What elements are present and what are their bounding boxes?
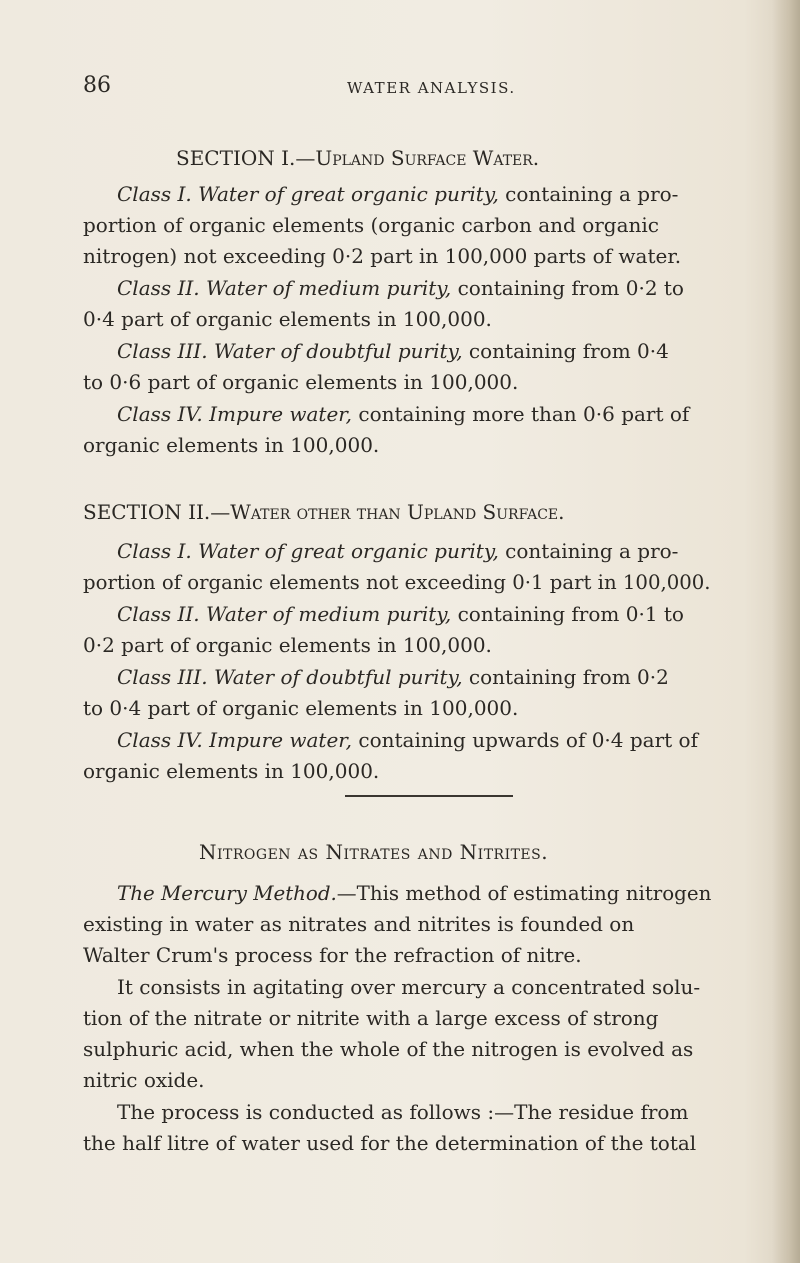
s1-class3-line2: to 0·6 part of organic elements in 100,000. xyxy=(83,370,519,394)
s1-class2-line1: Class II. Water of medium purity, containing from 0·2 to xyxy=(117,276,684,300)
nitrogen-p3-line1: The process is conducted as follows :—The residue from xyxy=(117,1100,689,1124)
nitrogen-p2-line2: tion of the nitrate or nitrite with a large excess of strong xyxy=(83,1006,659,1030)
s1-class4-line2: organic elements in 100,000. xyxy=(83,433,380,457)
s2-class1-line2: portion of organic elements not exceeding 0·1 part in 100,000. xyxy=(83,570,711,594)
section-divider xyxy=(345,795,513,797)
nitrogen-p2-line4: nitric oxide. xyxy=(83,1068,205,1092)
nitrogen-p1-line3: Walter Crum's process for the refraction of nitre. xyxy=(83,943,582,967)
nitrogen-p2-line1: It consists in agitating over mercury a concentrated solu- xyxy=(117,975,701,999)
section-1-heading: SECTION I.—Upland Surface Water. xyxy=(176,146,540,170)
s1-class4-line1: Class IV. Impure water, containing more than 0·6 part of xyxy=(117,402,690,426)
s2-class1-line1: Class I. Water of great organic purity, containing a pro- xyxy=(117,539,679,563)
nitrogen-p2-line3: sulphuric acid, when the whole of the nitrogen is evolved as xyxy=(83,1037,694,1061)
nitrogen-heading: Nitrogen as Nitrates and Nitrites. xyxy=(199,840,549,864)
s2-class4-line1: Class IV. Impure water, containing upwards of 0·4 part of xyxy=(117,728,698,752)
s2-class4-line2: organic elements in 100,000. xyxy=(83,759,380,783)
section-2-heading: SECTION II.—Water other than Upland Surface. xyxy=(83,500,565,524)
nitrogen-p3-line2: the half litre of water used for the determination of the total xyxy=(83,1131,697,1155)
running-title: WATER ANALYSIS. xyxy=(347,79,516,97)
s1-class1-line2: portion of organic elements (organic carbon and organic xyxy=(83,213,659,237)
nitrogen-p1-line1: The Mercury Method.—This method of estimating nitrogen xyxy=(117,881,712,905)
s2-class3-line1: Class III. Water of doubtful purity, containing from 0·2 xyxy=(117,665,669,689)
s2-class3-line2: to 0·4 part of organic elements in 100,000. xyxy=(83,696,519,720)
s2-class2-line1: Class II. Water of medium purity, containing from 0·1 to xyxy=(117,602,684,626)
page-number: 86 xyxy=(83,73,111,98)
nitrogen-p1-line2: existing in water as nitrates and nitrites is founded on xyxy=(83,912,635,936)
s1-class1-line3: nitrogen) not exceeding 0·2 part in 100,000 parts of water. xyxy=(83,244,682,268)
s2-class2-line2: 0·2 part of organic elements in 100,000. xyxy=(83,633,492,657)
s1-class2-line2: 0·4 part of organic elements in 100,000. xyxy=(83,307,492,331)
page-edge-shadow xyxy=(772,0,800,1263)
s1-class3-line1: Class III. Water of doubtful purity, containing from 0·4 xyxy=(117,339,669,363)
s1-class1-line1: Class I. Water of great organic purity, containing a pro- xyxy=(117,182,679,206)
